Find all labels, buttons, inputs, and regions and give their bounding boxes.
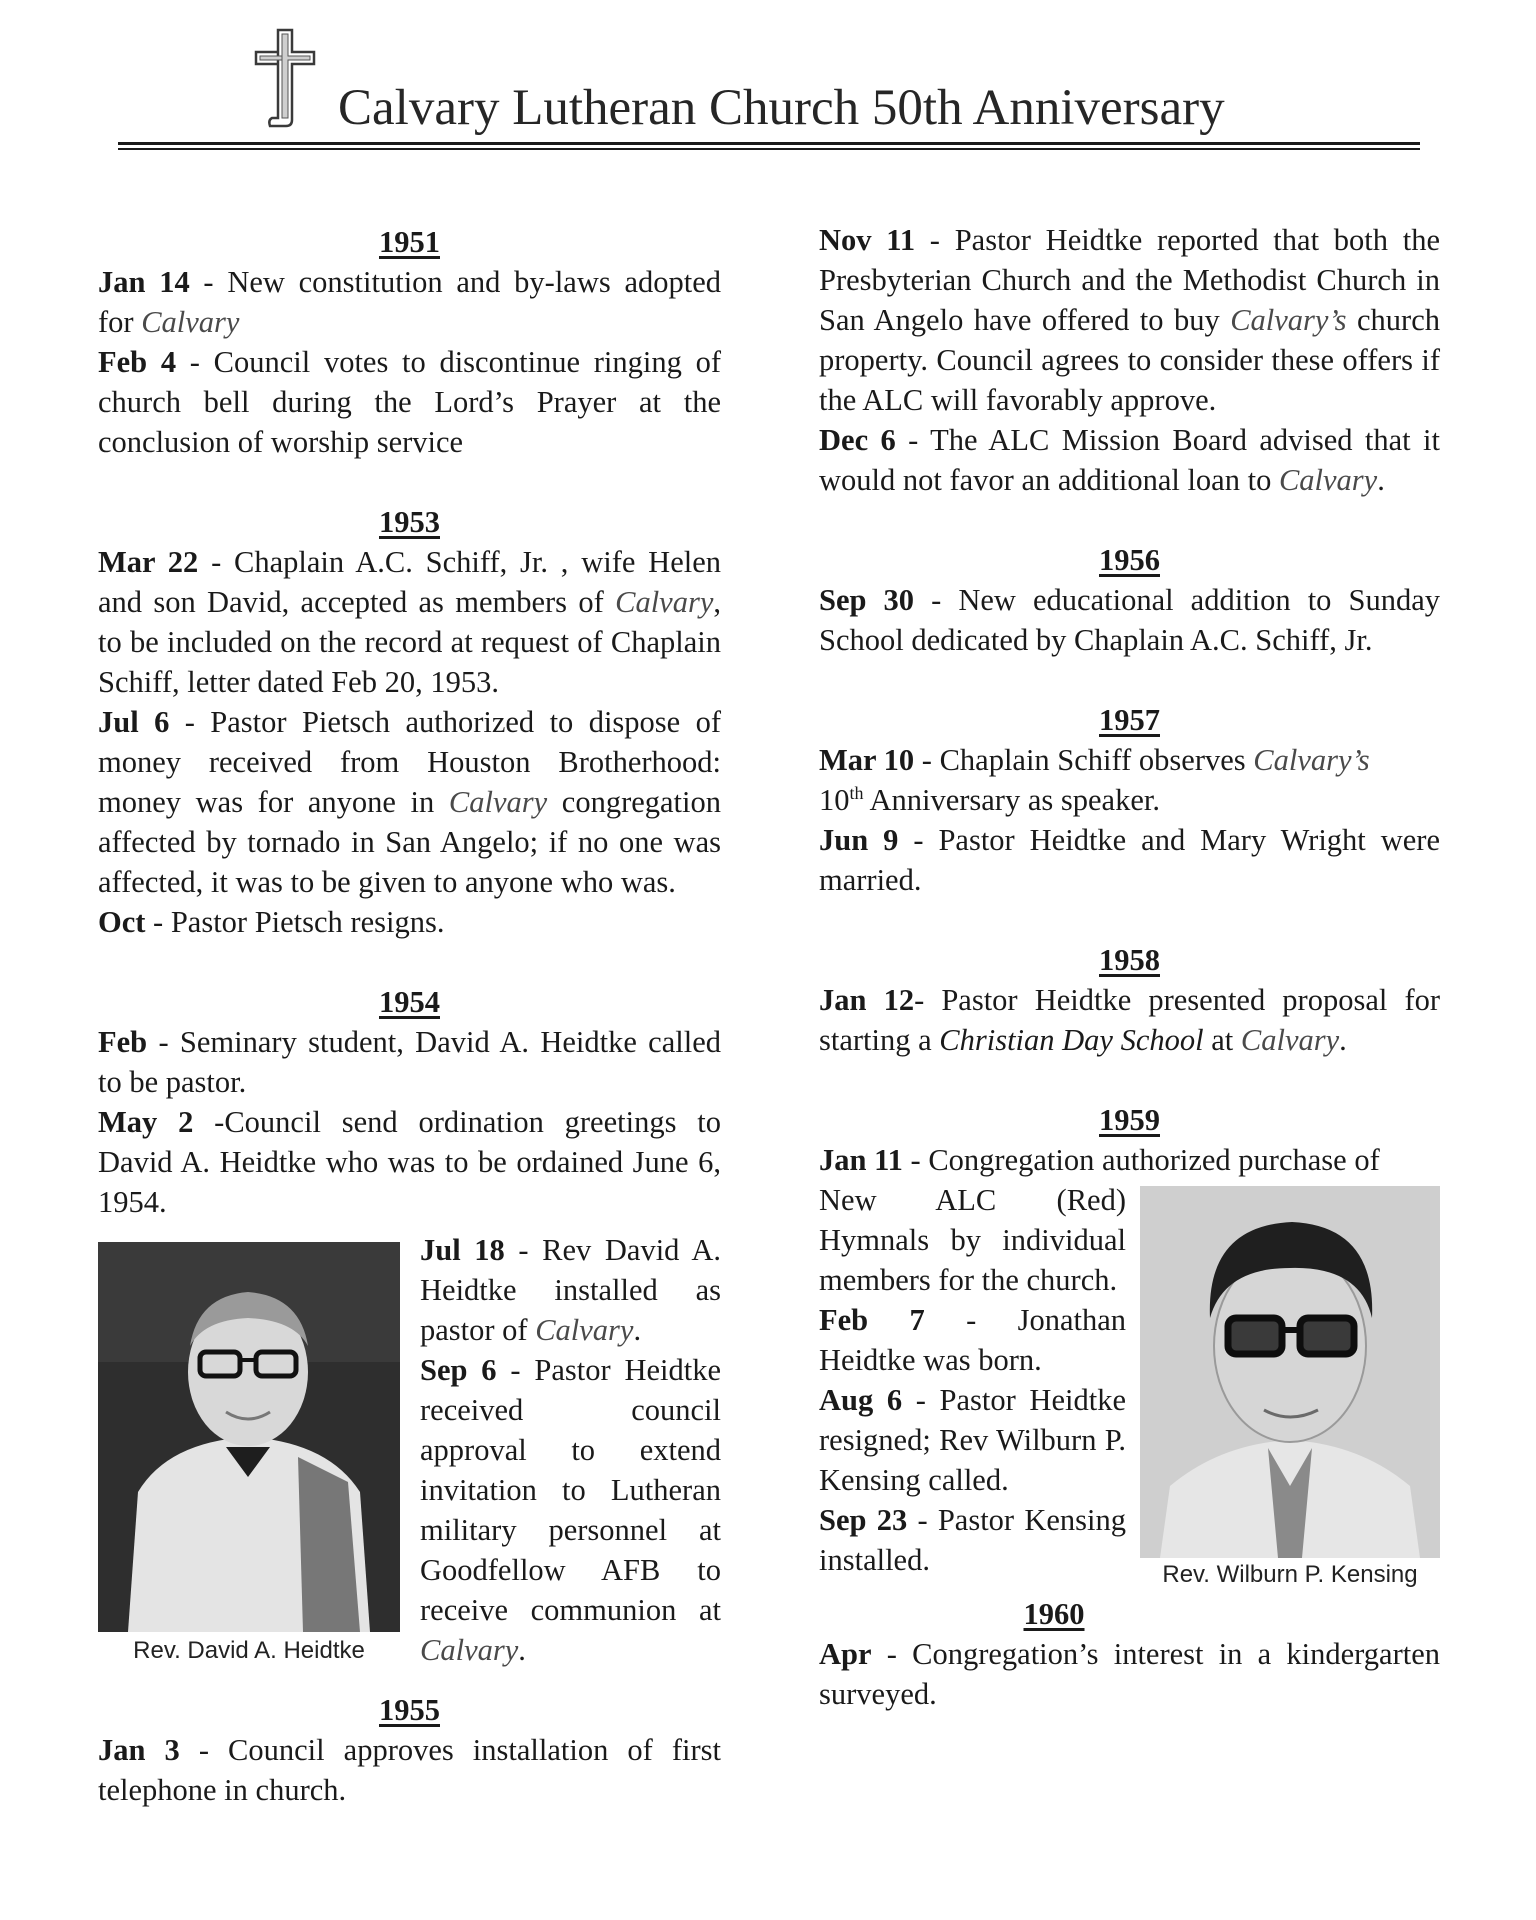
photo-caption: Rev. David A. Heidtke [133,1637,365,1664]
timeline-entry-continued: New ALC (Red) Hymnals by individual members for the church. [819,1183,1126,1297]
timeline-entry: Jan 14 - New constitution and by-laws adopted for Calvary [98,265,722,339]
entry-date: Jan 11 [819,1143,903,1177]
entry-date: May 2 [98,1105,194,1139]
timeline-entry: Oct - Pastor Pietsch resigns. [98,905,445,939]
entry-date: Feb 4 [98,345,177,379]
timeline-entry: Jan 12- Pastor Heidtke presented proposal for starting a Christian Day School at Calvary. [819,983,1441,1057]
entry-date: Oct [98,905,146,939]
header-rule [118,148,1420,150]
page-header [0,0,1536,160]
left-column [98,222,721,1810]
entry-date: Feb [98,1025,148,1059]
year-heading: 1953 [379,505,440,539]
year-heading: 1954 [379,985,440,1019]
timeline-entry: Sep 23 - Pastor Kensing installed. [819,1503,1126,1577]
photo-caption: Rev. Wilburn P. Kensing [1162,1561,1418,1588]
entry-date: Feb 7 [819,1303,925,1337]
timeline-entry: Nov 11 - Pastor Heidtke reported that both the Presbyterian Church and the Methodist Church in San Angelo have offered to buy Calvary’s church property. Council agrees to consider these offers if the ALC will favorably approve. [819,223,1440,417]
timeline-entry: Aug 6 - Pastor Heidtke resigned; Rev Wilburn P. Kensing called. [819,1383,1126,1497]
entry-date: Jan 14 [98,265,190,299]
entry-date: Jun 9 [819,823,899,857]
photo-block [98,1230,721,1670]
portrait-image [98,1242,400,1632]
entry-date: Mar 22 [98,545,199,579]
entry-date: Mar 10 [819,743,915,777]
year-heading: 1958 [1099,943,1160,977]
entry-date: Apr [819,1637,872,1671]
header-rule [118,142,1420,145]
year-heading: 1957 [1099,703,1160,737]
entry-date: Jul 18 [420,1233,505,1267]
timeline-entry: Sep 6 - Pastor Heidtke received council approval to extend invitation to Lutheran military personnel at Goodfellow AFB to receive communion at Calvary. [420,1353,721,1667]
entry-date: Jan 3 [98,1733,180,1767]
entry-date: Jan 12 [819,983,915,1017]
timeline-entry: Feb 4 - Council votes to discontinue ringing of church bell during the Lord’s Prayer at the conclusion of worship service [98,345,721,459]
timeline-entry: Mar 22 - Chaplain A.C. Schiff, Jr. , wife Helen and son David, accepted as members of Calvary, to be included on the record at request of Chaplain Schiff, letter dated Feb 20, 1953. [98,545,721,699]
timeline-entry: Jul 6 - Pastor Pietsch authorized to dispose of money received from Houston Brotherhood: money was for anyone in Calvary congregation affected by tornado in San Angelo; if no one was affected, it was to be given to anyone who was. [98,705,722,899]
entry-date: Dec 6 [819,423,896,457]
timeline-entry: Jan 11 - Congregation authorized purchase of [819,1143,1380,1177]
year-heading: 1955 [379,1693,440,1727]
timeline-entry: Feb - Seminary student, David A. Heidtke called to be pastor. [98,1025,721,1099]
portrait-image [1140,1186,1440,1558]
timeline-entry: Feb 7 - Jonathan Heidtke was born. [819,1303,1126,1377]
entry-date: Sep 30 [819,583,915,617]
entry-date: Aug 6 [819,1383,903,1417]
page-title: Calvary Lutheran Church 50th Anniversary [338,80,1225,136]
year-heading: 1951 [379,225,440,259]
portrait-photo [98,1242,400,1632]
timeline-entry: May 2 -Council send ordination greetings to David A. Heidtke who was to be ordained June 6, 1954. [98,1105,721,1219]
timeline-entry: Mar 10 - Chaplain Schiff observes Calvary’s 10th Anniversary as speaker. [819,743,1370,817]
right-column [819,222,1440,1714]
year-heading: 1959 [1099,1103,1160,1137]
timeline-entry: Jun 9 - Pastor Heidtke and Mary Wright were married. [819,823,1440,897]
timeline-entry: Sep 30 - New educational addition to Sunday School dedicated by Chaplain A.C. Schiff, Jr. [819,583,1440,657]
entry-date: Jul 6 [98,705,170,739]
entry-date: Nov 11 [819,223,916,257]
portrait-photo [1140,1186,1440,1558]
timeline-entry: Apr - Congregation’s interest in a kindergarten surveyed. [819,1637,1440,1711]
timeline-entry: Jul 18 - Rev David A. Heidtke installed as pastor of Calvary. [420,1233,722,1347]
year-heading: 1960 [1023,1597,1085,1631]
photo-block [819,1180,1440,1590]
timeline-entry: Jan 3 - Council approves installation of first telephone in church. [98,1733,721,1807]
timeline-entry: Dec 6 - The ALC Mission Board advised that it would not favor an additional loan to Calvary. [819,423,1440,497]
entry-date: Sep 6 [420,1353,497,1387]
year-heading: 1956 [1099,543,1160,577]
cross-icon [248,28,324,130]
entry-date: Sep 23 [819,1503,908,1537]
